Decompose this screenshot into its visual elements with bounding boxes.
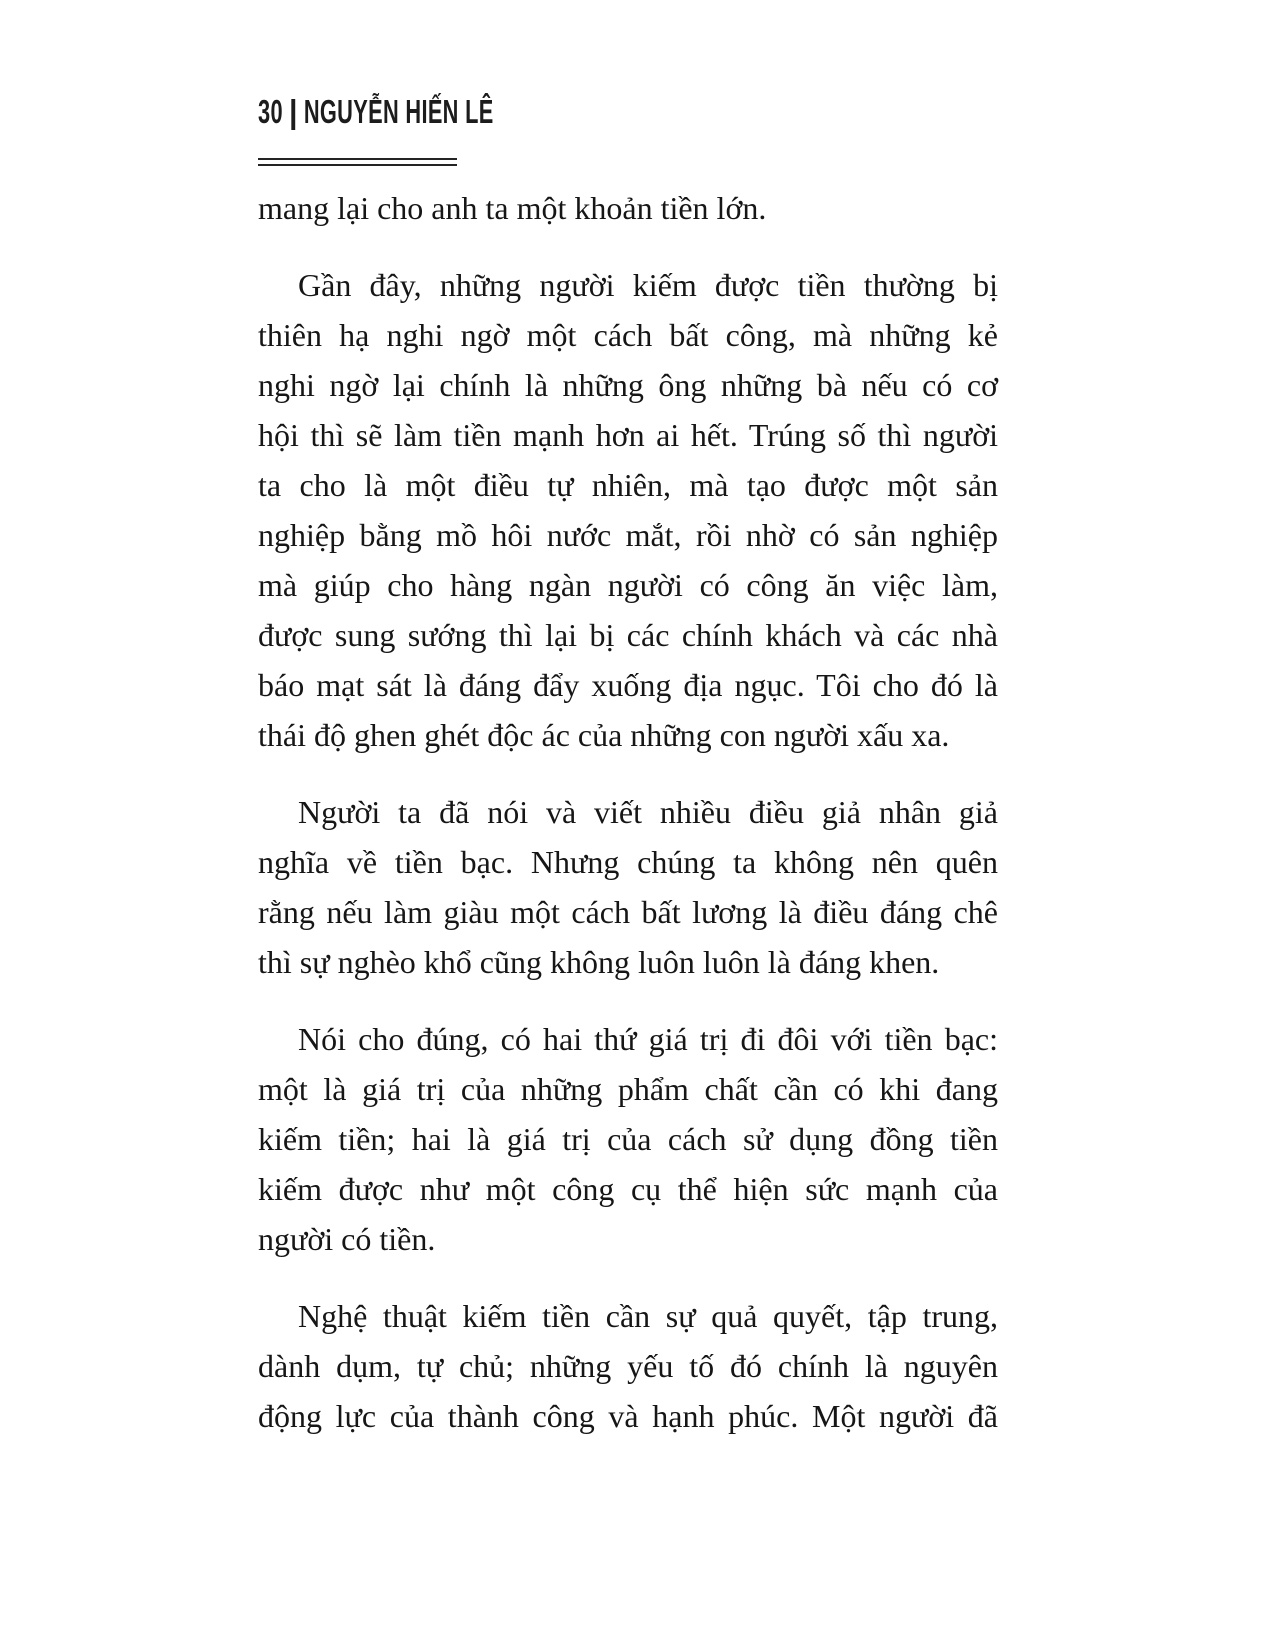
paragraph <box>258 1291 998 1441</box>
paragraph <box>258 183 998 233</box>
paragraph <box>258 1014 998 1264</box>
text-line: kiếm được như một công cụ thể hiện sức mạnh của <box>258 1171 998 1207</box>
author-name: NGUYỄN HIẾN LÊ <box>303 93 494 130</box>
text-line: hội thì sẽ làm tiền mạnh hơn ai hết. Trúng số thì người <box>258 417 998 453</box>
text-line: nghiệp bằng mồ hôi nước mắt, rồi nhờ có sản nghiệp <box>258 517 998 553</box>
text-line: mà giúp cho hàng ngàn người có công ăn việc làm, <box>258 567 998 603</box>
text-line: người có tiền. <box>258 1221 436 1257</box>
text-line: ta cho là một điều tự nhiên, mà tạo được một sản <box>258 467 998 503</box>
text-line: nghi ngờ lại chính là những ông những bà nếu có cơ <box>258 367 998 403</box>
text-line: mang lại cho anh ta một khoản tiền lớn. <box>258 190 767 226</box>
paragraph <box>258 787 998 987</box>
body-text <box>258 183 998 1441</box>
text-line: báo mạt sát là đáng đẩy xuống địa ngục. Tôi cho đó là <box>258 667 998 703</box>
header-double-rule <box>258 158 457 166</box>
paragraph <box>258 260 998 760</box>
text-line: Nghệ thuật kiếm tiền cần sự quả quyết, tập trung, <box>298 1298 998 1334</box>
text-line: kiếm tiền; hai là giá trị của cách sử dụng đồng tiền <box>258 1121 998 1157</box>
text-line: Nói cho đúng, có hai thứ giá trị đi đôi với tiền bạc: <box>298 1021 998 1057</box>
text-line: Người ta đã nói và viết nhiều điều giả nhân giả <box>298 794 998 830</box>
text-line: Gần đây, những người kiếm được tiền thường bị <box>298 267 998 303</box>
text-line: động lực của thành công và hạnh phúc. Một người đã <box>258 1398 998 1434</box>
text-line: rằng nếu làm giàu một cách bất lương là điều đáng chê <box>258 894 998 930</box>
text-line: thì sự nghèo khổ cũng không luôn luôn là đáng khen. <box>258 944 940 980</box>
text-line: thái độ ghen ghét độc ác của những con người xấu xa. <box>258 717 950 753</box>
page-number: 30 <box>258 93 283 130</box>
header-separator-bar: | <box>288 93 298 130</box>
text-line: nghĩa về tiền bạc. Nhưng chúng ta không nên quên <box>258 844 998 880</box>
text-line: dành dụm, tự chủ; những yếu tố đó chính là nguyên <box>258 1348 998 1384</box>
text-line: thiên hạ nghi ngờ một cách bất công, mà những kẻ <box>258 317 998 353</box>
running-header <box>258 95 494 128</box>
text-line: một là giá trị của những phẩm chất cần có khi đang <box>258 1071 998 1107</box>
text-line: được sung sướng thì lại bị các chính khách và các nhà <box>258 617 998 653</box>
